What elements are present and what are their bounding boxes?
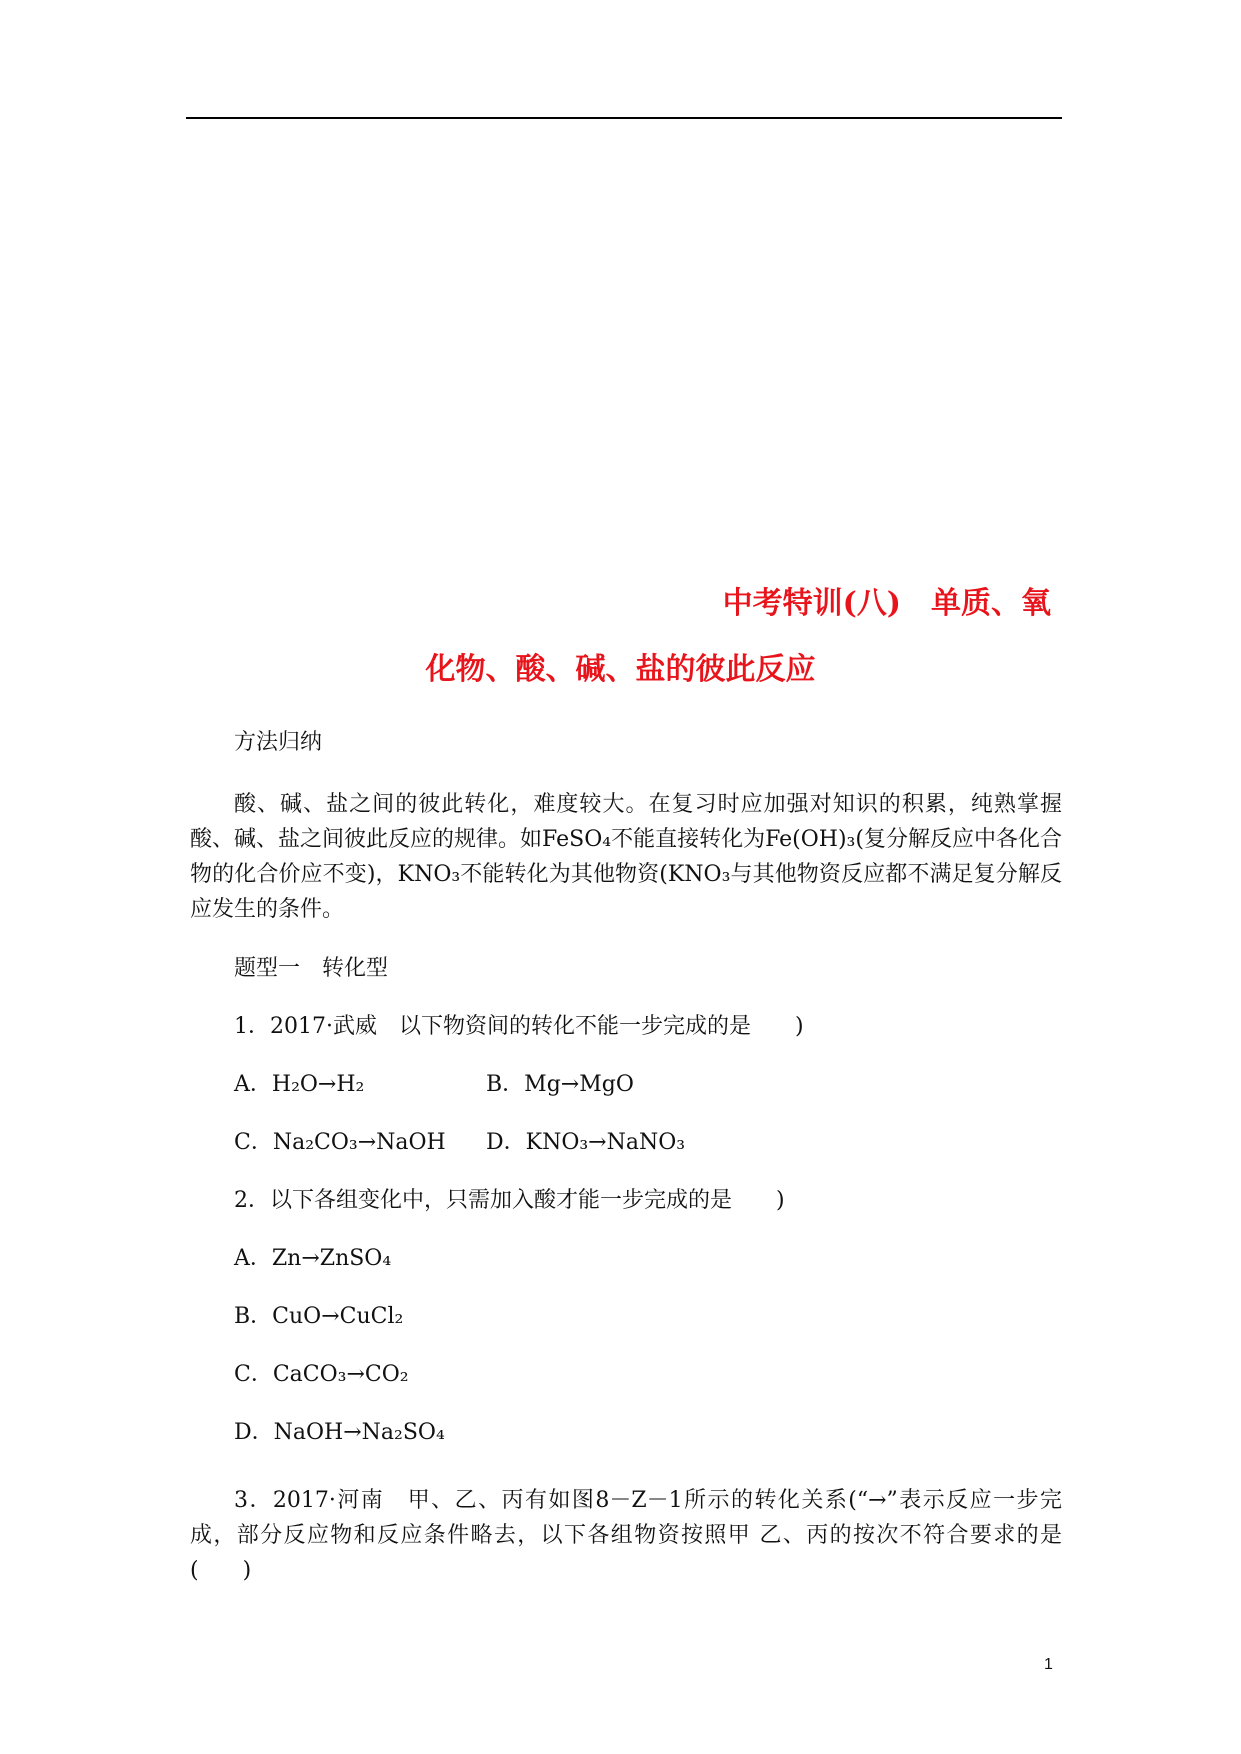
question-2-stem: 2．以下各组变化中，只需加入酸才能一步完成的是 ) <box>234 1188 785 1213</box>
header-rule <box>186 117 1062 119</box>
question-1-option-a: A．H₂O→H₂ <box>234 1072 365 1097</box>
question-2-option-b: B．CuO→CuCl₂ <box>234 1304 404 1329</box>
question-3-stem: 3．2017·河南 甲、乙、丙有如图8－Z－1所示的转化关系(“→”表示反应一步完成，部分反应物和反应条件略去，以下各组物资按照甲 乙、丙的按次不符合要求的是( ) <box>190 1488 1062 1583</box>
question-1-option-b: B．Mg→MgO <box>486 1072 634 1097</box>
document-title-line-2: 化物、酸、碱、盐的彼此反应 <box>425 652 816 687</box>
method-heading: 方法归纳 <box>234 730 323 755</box>
question-2-option-c: C．CaCO₃→CO₂ <box>234 1362 409 1387</box>
method-paragraph: 酸、碱、盐之间的彼此转化，难度较大。在复习时应加强对知识的积累，纯熟掌握酸、碱、盐之间彼此反应的规律。如FeSO₄不能直接转化为Fe(OH)₃(复分解反应中各化合物的化合价应不变)，KNO₃不能转化为其他物资(KNO₃与其他物资反应都不满足复分解反应发生的条件。 <box>190 792 1062 922</box>
section-heading: 题型一 转化型 <box>234 956 389 981</box>
question-2-option-a: A．Zn→ZnSO₄ <box>234 1246 392 1271</box>
question-1-stem: 1．2017·武威 以下物资间的转化不能一步完成的是 ) <box>234 1014 804 1039</box>
question-1-option-c: C．Na₂CO₃→NaOH <box>234 1130 446 1155</box>
document-title-line-1: 中考特训(八) 单质、氧 <box>722 586 1051 621</box>
question-1-option-d: D．KNO₃→NaNO₃ <box>486 1130 686 1155</box>
page-number: 1 <box>1044 1656 1053 1673</box>
question-2-option-d: D．NaOH→Na₂SO₄ <box>234 1420 445 1445</box>
